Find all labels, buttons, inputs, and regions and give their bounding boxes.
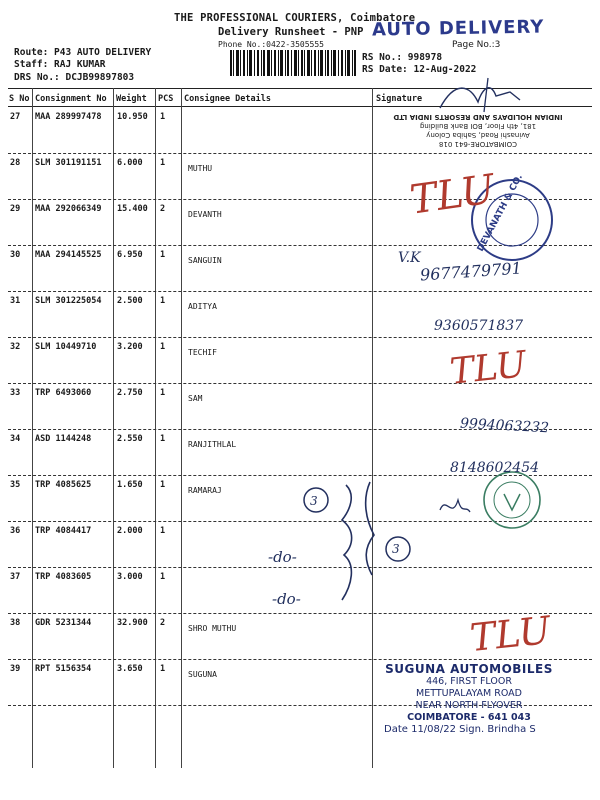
row-pcs: 1 <box>160 112 166 122</box>
row-consignee: SHRO MUTHU <box>188 624 237 633</box>
row-divider <box>8 567 592 568</box>
row-pcs: 1 <box>160 342 166 352</box>
runsheet-title: THE PROFESSIONAL COURIERS, Coimbatore <box>174 12 416 24</box>
row-sno: 33 <box>10 388 21 398</box>
row-divider <box>8 659 592 660</box>
row-consignment-no: MAA 292066349 <box>35 204 102 214</box>
barcode <box>230 50 356 76</box>
circled-number: 3 <box>310 494 318 508</box>
row-consignment-no: MAA 294145525 <box>35 250 102 260</box>
upside-down-stamp <box>378 112 578 148</box>
col-divider <box>113 88 114 768</box>
old-stamp-line: INDIAN HOLIDAYS AND RESORTS INDIA LTD <box>393 113 563 121</box>
row-pcs: 2 <box>160 618 166 628</box>
circled-number: 3 <box>392 542 400 556</box>
row-sno: 38 <box>10 618 21 628</box>
date-sign-line: Date 11/08/22 Sign. Brindha S <box>384 724 536 735</box>
stamp-address-line: COIMBATORE - 641 043 <box>407 712 531 723</box>
handwritten-initials: V.K <box>398 250 421 266</box>
row-weight: 1.650 <box>117 480 143 490</box>
col-header-consignee: Consignee Details <box>184 94 271 104</box>
runsheet-subtitle: Delivery Runsheet - PNP <box>218 26 364 38</box>
row-consignee: SUGUNA <box>188 670 217 679</box>
row-consignee: ADITYA <box>188 302 217 311</box>
row-consignee: RANJITHLAL <box>188 440 237 449</box>
row-consignment-no: RPT 5156354 <box>35 664 92 674</box>
row-weight: 2.550 <box>117 434 143 444</box>
route-label: Route: P43 AUTO DELIVERY <box>14 47 152 58</box>
staff-label: Staff: RAJ KUMAR <box>14 59 106 70</box>
ditto-mark: -do- <box>272 590 301 608</box>
old-stamp-line: COIMBATORE-641 018 <box>438 140 518 148</box>
handwritten-phone: 9360571837 <box>434 318 524 334</box>
green-round-stamp <box>484 472 540 528</box>
row-sno: 30 <box>10 250 21 260</box>
row-consignee: SANGUIN <box>188 256 222 265</box>
row-weight: 32.900 <box>117 618 148 628</box>
row-weight: 2.500 <box>117 296 143 306</box>
stamp-address-line: METTUPALAYAM ROAD <box>416 688 522 699</box>
row-weight: 3.000 <box>117 572 143 582</box>
row-consignee: MUTHU <box>188 164 213 173</box>
col-divider <box>32 88 33 768</box>
row-sno: 27 <box>10 112 21 122</box>
row-pcs: 1 <box>160 526 166 536</box>
handwritten-tlu: TLU <box>448 344 529 393</box>
handwritten-phone: 8148602454 <box>450 460 540 476</box>
row-weight: 6.950 <box>117 250 143 260</box>
row-pcs: 1 <box>160 388 166 398</box>
row-divider <box>8 245 592 246</box>
row-sno: 28 <box>10 158 21 168</box>
col-header-weight: Weight <box>116 94 147 104</box>
stamp-address-line: NEAR NORTH FLYOVER <box>415 700 523 711</box>
row-sno: 39 <box>10 664 21 674</box>
row-divider <box>8 291 592 292</box>
row-pcs: 1 <box>160 296 166 306</box>
row-pcs: 1 <box>160 250 166 260</box>
handwritten-tlu: TLU <box>407 166 498 224</box>
row-pcs: 1 <box>160 480 166 490</box>
table-header-rule <box>8 106 592 107</box>
row-consignment-no: ASD 1144248 <box>35 434 92 444</box>
ditto-mark: -do- <box>268 548 297 566</box>
handwritten-tlu: TLU <box>467 607 553 661</box>
col-header-sno: S No <box>9 94 30 104</box>
row-weight: 2.750 <box>117 388 143 398</box>
phone-number: Phone No.:0422-3505555 <box>218 40 324 49</box>
row-pcs: 1 <box>160 434 166 444</box>
row-divider <box>8 337 592 338</box>
row-weight: 15.400 <box>117 204 148 214</box>
handwritten-phone: 9994063232 <box>459 415 550 437</box>
row-consignment-no: MAA 289997478 <box>35 112 102 122</box>
row-weight: 10.950 <box>117 112 148 122</box>
row-sno: 29 <box>10 204 21 214</box>
page-number: Page No.:3 <box>452 40 501 50</box>
row-weight: 6.000 <box>117 158 143 168</box>
col-header-consignment: Consignment No <box>35 94 107 104</box>
suguna-automobiles-stamp <box>380 662 558 736</box>
row-consignee: RAMARAJ <box>188 486 222 495</box>
row-sno: 36 <box>10 526 21 536</box>
old-stamp-line: Avinashi Road, Sahiba Colony <box>426 131 530 139</box>
devanath-stamp-text: DEVANATH & CO. <box>475 172 526 254</box>
drs-number: DRS No.: DCJB99897803 <box>14 72 135 83</box>
old-stamp-line: 181, 4th Floor, BOI Bank Building <box>419 122 537 130</box>
table-top-rule <box>8 88 592 89</box>
row-weight: 2.000 <box>117 526 143 536</box>
col-header-pcs: PCS <box>158 94 174 104</box>
rs-number: RS No.: 998978 <box>362 52 443 63</box>
row-consignee: DEVANTH <box>188 210 222 219</box>
row-divider <box>8 153 592 154</box>
row-sno: 32 <box>10 342 21 352</box>
stamp-company-name: SUGUNA AUTOMOBILES <box>385 662 553 676</box>
col-divider <box>372 88 373 768</box>
row-divider <box>8 521 592 522</box>
row-divider <box>8 199 592 200</box>
row-consignment-no: TRP 4084417 <box>35 526 92 536</box>
col-divider <box>155 88 156 768</box>
row-sno: 35 <box>10 480 21 490</box>
row-consignee: TECHIF <box>188 348 217 357</box>
handwritten-phone: 9677479791 <box>419 258 523 285</box>
row-consignment-no: SLM 301225054 <box>35 296 102 306</box>
row-consignee: SAM <box>188 394 203 403</box>
col-divider <box>181 88 182 768</box>
stamp-address-line: 446, FIRST FLOOR <box>426 676 512 687</box>
rs-date: RS Date: 12-Aug-2022 <box>362 64 477 75</box>
row-consignment-no: GDR 5231344 <box>35 618 92 628</box>
brace-mark <box>342 485 352 600</box>
row-pcs: 1 <box>160 158 166 168</box>
row-pcs: 1 <box>160 664 166 674</box>
row-consignment-no: SLM 301191151 <box>35 158 102 168</box>
row-weight: 3.200 <box>117 342 143 352</box>
row-pcs: 1 <box>160 572 166 582</box>
row-consignment-no: TRP 4083605 <box>35 572 92 582</box>
row-pcs: 2 <box>160 204 166 214</box>
row-sno: 31 <box>10 296 21 306</box>
row-sno: 34 <box>10 434 21 444</box>
row-consignment-no: TRP 6493060 <box>35 388 92 398</box>
auto-delivery-stamp: AUTO DELIVERY <box>371 16 545 41</box>
row-consignment-no: TRP 4085625 <box>35 480 92 490</box>
row-sno: 37 <box>10 572 21 582</box>
row-consignment-no: SLM 10449710 <box>35 342 97 352</box>
col-header-signature: Signature <box>376 94 423 104</box>
row-weight: 3.650 <box>117 664 143 674</box>
